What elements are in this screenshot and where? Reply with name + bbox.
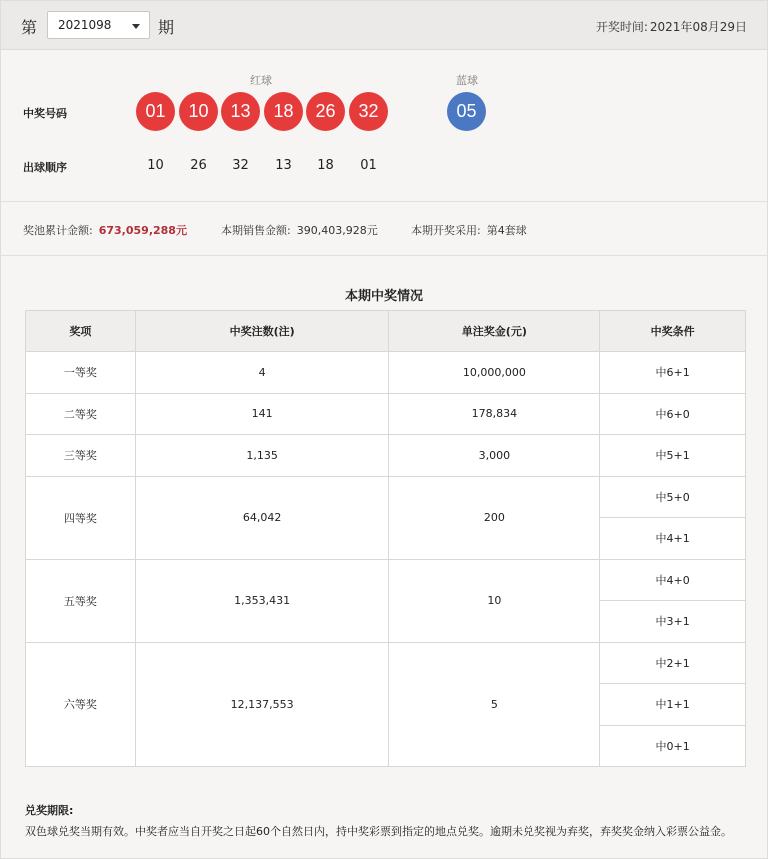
draw-order-number: 01 [360, 158, 377, 173]
blue-ball-label: 蓝球 [456, 74, 478, 87]
prize-condition: 中4+1 [600, 518, 746, 560]
table-row [26, 559, 746, 601]
red-ball: 01 [136, 92, 175, 131]
prize-condition: 中5+0 [600, 476, 746, 518]
draw-order-number: 26 [190, 158, 207, 173]
prize-name: 五等奖 [26, 559, 136, 642]
red-ball: 10 [179, 92, 218, 131]
blue-ball: 05 [447, 92, 486, 131]
column-header-condition: 中奖条件 [600, 311, 746, 352]
prize-table [25, 310, 746, 767]
sales-amount [221, 222, 378, 238]
prize-condition: 中4+0 [600, 559, 746, 601]
prize-condition: 中2+1 [600, 642, 746, 684]
redemption-rules-text: 双色球兑奖当期有效。中奖者应当自开奖之日起60个自然日内，持中奖彩票到指定的地点兑奖。逾期未兑奖视为弃奖，弃奖奖金纳入彩票公益金。 [25, 825, 732, 838]
prize-count: 1,135 [135, 435, 389, 477]
ball-set-value: 第4套球 [486, 224, 527, 237]
winning-numbers-label: 中奖号码 [23, 107, 67, 120]
draw-time-label: 开奖时间: [595, 20, 648, 34]
table-row [26, 352, 746, 394]
red-ball: 13 [221, 92, 260, 131]
prize-amount: 178,834 [389, 393, 600, 435]
prize-amount: 5 [389, 642, 600, 767]
issue-prefix: 第 [21, 18, 38, 37]
issue-suffix: 期 [158, 18, 175, 37]
column-header-prize: 奖项 [26, 311, 136, 352]
issue-select-value: 2021098 [58, 18, 112, 32]
draw-order-label: 出球顺序 [23, 161, 67, 174]
sales-amount-label: 本期销售金额: [221, 224, 291, 237]
pool-amount [23, 222, 187, 238]
header-bar [1, 1, 767, 50]
prize-table-title: 本期中奖情况 [344, 289, 423, 304]
column-header-amount: 单注奖金(元) [389, 311, 600, 352]
prize-count: 64,042 [135, 476, 389, 559]
table-row [26, 642, 746, 684]
pool-amount-label: 奖池累计金额: [23, 224, 93, 237]
divider [1, 255, 767, 256]
red-ball: 32 [349, 92, 388, 131]
table-row [26, 476, 746, 518]
prize-name: 三等奖 [26, 435, 136, 477]
prize-name: 四等奖 [26, 476, 136, 559]
table-row [26, 393, 746, 435]
ball-set-label: 本期开奖采用: [411, 224, 481, 237]
table-header-row [26, 311, 746, 352]
prize-condition: 中5+1 [600, 435, 746, 477]
prize-condition: 中0+1 [600, 725, 746, 767]
draw-order-number: 10 [147, 158, 164, 173]
issue-select[interactable] [47, 11, 150, 39]
draw-time-value: 2021年08月29日 [649, 20, 747, 34]
prize-condition: 中6+0 [600, 393, 746, 435]
draw-order-number: 32 [232, 158, 249, 173]
sales-amount-value: 390,403,928元 [296, 224, 378, 237]
red-ball-label: 红球 [250, 74, 272, 87]
prize-name: 六等奖 [26, 642, 136, 767]
redemption-rules-title: 兑奖期限: [25, 804, 74, 817]
prize-condition: 中3+1 [600, 601, 746, 643]
prize-amount: 10,000,000 [389, 352, 600, 394]
prize-count: 4 [135, 352, 389, 394]
prize-amount: 200 [389, 476, 600, 559]
prize-count: 1,353,431 [135, 559, 389, 642]
red-ball: 18 [264, 92, 303, 131]
prize-amount: 10 [389, 559, 600, 642]
ball-set [411, 222, 527, 238]
prize-name: 一等奖 [26, 352, 136, 394]
divider [1, 201, 767, 202]
prize-amount: 3,000 [389, 435, 600, 477]
draw-order-number: 18 [317, 158, 334, 173]
prize-condition: 中1+1 [600, 684, 746, 726]
draw-order-number: 13 [275, 158, 292, 173]
column-header-count: 中奖注数(注) [135, 311, 389, 352]
pool-amount-value: 673,059,288元 [98, 224, 187, 237]
prize-condition: 中6+1 [600, 352, 746, 394]
table-row [26, 435, 746, 477]
prize-count: 141 [135, 393, 389, 435]
chevron-down-icon [132, 24, 140, 29]
prize-count: 12,137,553 [135, 642, 389, 767]
red-ball: 26 [306, 92, 345, 131]
prize-name: 二等奖 [26, 393, 136, 435]
draw-time [594, 18, 747, 35]
